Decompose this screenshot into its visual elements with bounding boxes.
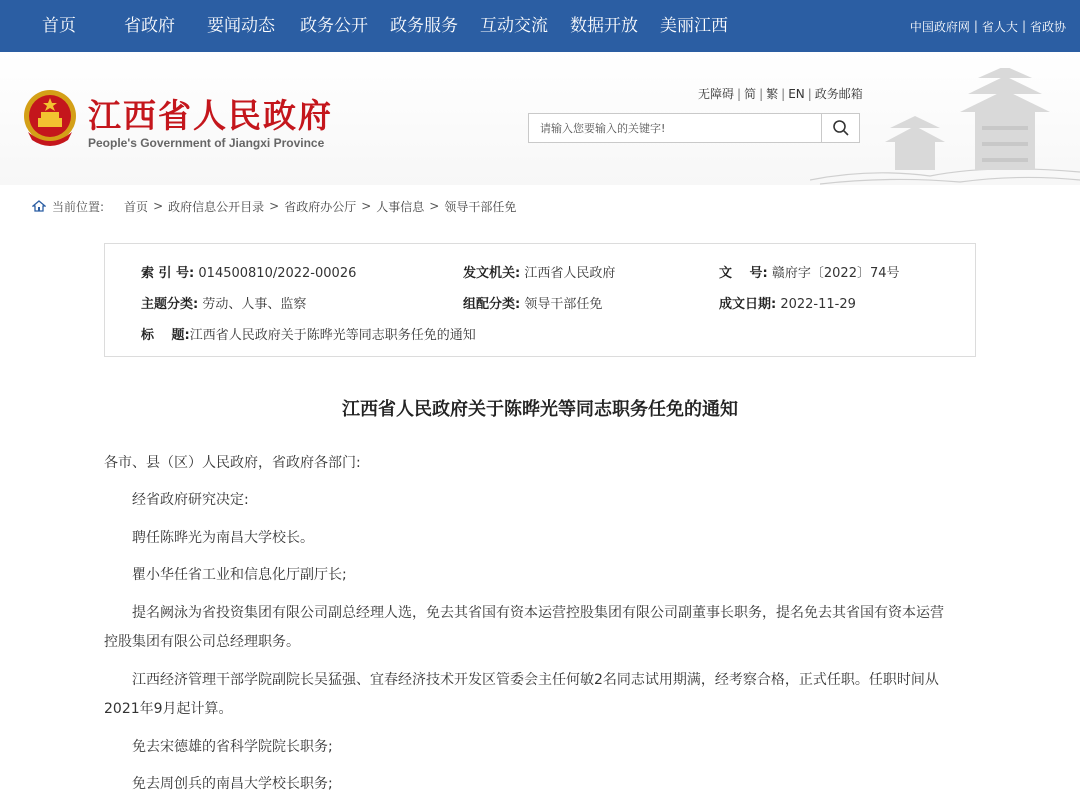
meta-title-value: 江西省人民政府关于陈晔光等同志职务任免的通知 [189, 328, 476, 343]
link-accessibility[interactable]: 无障碍 [698, 87, 735, 101]
article-title: 江西省人民政府关于陈晔光等同志职务任免的通知 [342, 399, 738, 420]
meta-title-label: 标 题: [141, 328, 190, 343]
main-menu [0, 0, 728, 52]
article-paragraph: 聘任陈晔光为南昌大学校长。 [132, 530, 314, 546]
home-icon [32, 200, 46, 212]
link-china-gov[interactable]: 中国政府网 [909, 19, 970, 34]
breadcrumb-label: 当前位置: [52, 199, 105, 214]
divider: | [1021, 19, 1026, 33]
nav-open-data[interactable]: 数据开放 [570, 16, 638, 36]
nav-gov-affairs-open[interactable]: 政务公开 [300, 16, 368, 36]
nav-gov-services[interactable]: 政务服务 [390, 16, 458, 36]
divider: | [781, 87, 786, 101]
pavilion-illustration-icon [807, 68, 1080, 185]
link-provincial-congress[interactable]: 省人大 [981, 19, 1018, 34]
search-input[interactable] [529, 114, 821, 142]
meta-index-value: 014500810/2022-00026 [198, 266, 357, 281]
breadcrumb-personnel-info[interactable]: 人事信息 [376, 199, 425, 214]
meta-topic [141, 293, 306, 312]
nav-news[interactable]: 要闻动态 [207, 16, 275, 36]
breadcrumb-separator: > [153, 199, 164, 213]
divider: | [973, 19, 978, 33]
top-nav-bar [0, 0, 1080, 52]
meta-topic-value: 劳动、人事、监察 [202, 297, 307, 312]
site-title[interactable]: 江西省人民政府 [88, 96, 333, 135]
meta-issuer-label: 发文机关: [463, 266, 521, 281]
meta-date-label: 成文日期: [719, 297, 777, 312]
breadcrumb-home[interactable]: 首页 [124, 199, 149, 214]
link-provincial-cppcc[interactable]: 省政协 [1029, 19, 1066, 34]
breadcrumb-appointments[interactable]: 领导干部任免 [444, 199, 517, 214]
article-paragraph: 免去周创兵的南昌大学校长职务; [132, 776, 333, 792]
divider: | [759, 87, 764, 101]
article-paragraph-continued: 控股集团有限公司总经理职务。 [104, 634, 300, 650]
meta-docno-value: 赣府字〔2022〕74号 [771, 266, 900, 281]
meta-document-number [719, 262, 900, 281]
meta-category [463, 293, 602, 312]
meta-index-label: 索 引 号: [141, 266, 195, 281]
nav-interaction[interactable]: 互动交流 [480, 16, 548, 36]
article-paragraph: 经省政府研究决定: [132, 492, 249, 508]
document-metadata-box [104, 243, 976, 357]
article-paragraph: 瞿小华任省工业和信息化厅副厅长; [132, 567, 347, 583]
meta-topic-label: 主题分类: [141, 297, 199, 312]
meta-issuer [463, 262, 615, 281]
site-header [0, 52, 1080, 185]
breadcrumb-separator: > [269, 199, 280, 213]
nav-provincial-government[interactable]: 省政府 [124, 16, 175, 36]
link-gov-mailbox[interactable]: 政务邮箱 [814, 87, 863, 101]
article-paragraph-continued: 2021年9月起计算。 [104, 701, 233, 717]
divider: | [807, 87, 812, 101]
link-simplified[interactable]: 简 [744, 87, 757, 101]
meta-date-value: 2022-11-29 [780, 297, 856, 312]
meta-issuer-value: 江西省人民政府 [524, 266, 616, 281]
link-traditional[interactable]: 繁 [766, 87, 779, 101]
article-paragraph: 免去宋德雄的省科学院院长职务; [132, 739, 333, 755]
nav-beautiful-jiangxi[interactable]: 美丽江西 [660, 16, 728, 36]
national-emblem-icon [22, 88, 78, 148]
article-addressee: 各市、县（区）人民政府，省政府各部门: [104, 455, 361, 471]
article-paragraph: 江西经济管理干部学院副院长吴猛强、宜春经济技术开发区管委会主任何敏2名同志试用期满，经考察合格，正式任职。任职时间从 [132, 672, 939, 688]
site-subtitle: People's Government of Jiangxi Province [88, 136, 325, 150]
breadcrumb [32, 196, 516, 216]
meta-date [719, 293, 856, 312]
external-links [910, 0, 1066, 52]
breadcrumb-general-office[interactable]: 省政府办公厅 [284, 199, 357, 214]
meta-title [141, 324, 476, 343]
article-paragraph: 提名阙泳为省投资集团有限公司副总经理人选，免去其省国有资本运营控股集团有限公司副董事长职务，提名免去其省国有资本运营 [132, 605, 944, 621]
breadcrumb-separator: > [429, 199, 440, 213]
nav-home[interactable]: 首页 [42, 16, 76, 36]
breadcrumb-separator: > [361, 199, 372, 213]
link-english[interactable]: EN [788, 87, 805, 101]
breadcrumb-info-catalog[interactable]: 政府信息公开目录 [168, 199, 265, 214]
divider: | [737, 87, 742, 101]
meta-category-label: 组配分类: [463, 297, 521, 312]
meta-category-value: 领导干部任免 [524, 297, 603, 312]
meta-index-number [141, 262, 356, 281]
meta-docno-label: 文 号: [719, 266, 768, 281]
